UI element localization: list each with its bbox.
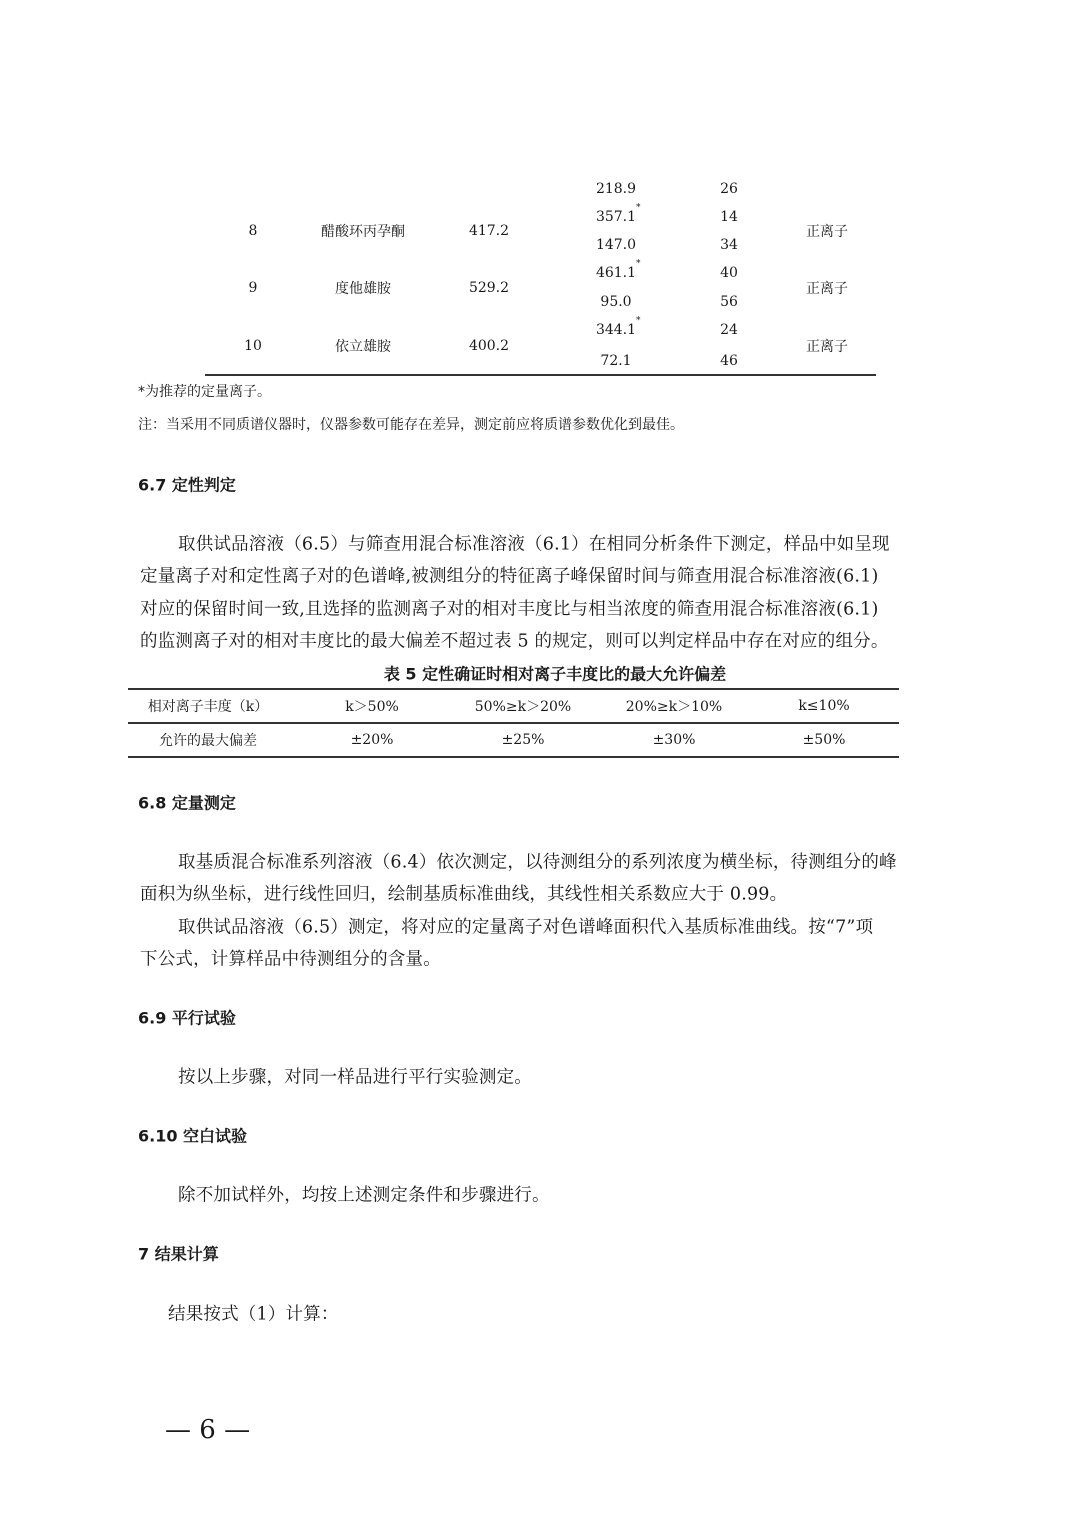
table-cell-mode: 正离子 bbox=[806, 338, 848, 355]
page-number: — 6 — bbox=[165, 1415, 251, 1445]
section-heading-7: 7 结果计算 bbox=[138, 1244, 219, 1264]
table5-cell: ±25% bbox=[501, 732, 545, 748]
table-cell-ion: 344.1 bbox=[595, 322, 637, 338]
table-cell-mass: 529.2 bbox=[468, 279, 510, 296]
table5-header-rule bbox=[128, 722, 899, 724]
paragraph-line: 面积为纵坐标，进行线性回归，绘制基质标准曲线，其线性相关系数应大于 0.99。 bbox=[140, 884, 788, 905]
paragraph-line: 的监测离子对的相对丰度比的最大偏差不超过表 5 的规定，则可以判定样品中存在对应的组分。 bbox=[140, 631, 889, 652]
table-cell-mass: 400.2 bbox=[468, 337, 510, 354]
table-cell-ce: 46 bbox=[720, 353, 738, 369]
table5-cell: 允许的最大偏差 bbox=[159, 733, 257, 749]
paragraph-line: 取供试品溶液（6.5）与筛查用混合标准溶液（6.1）在相同分析条件下测定，样品中如呈现 bbox=[178, 534, 890, 555]
table-cell-ion: 357.1 bbox=[595, 209, 637, 225]
section-heading-6-7: 6.7 定性判定 bbox=[138, 475, 236, 495]
table-cell-ion: 218.9 bbox=[595, 181, 637, 197]
table5-cell: ±30% bbox=[652, 732, 696, 748]
paragraph-line: 定量离子对和定性离子对的色谱峰,被测组分的特征离子峰保留时间与筛查用混合标准溶液(6.1) bbox=[140, 566, 879, 587]
section-heading-6-8: 6.8 定量测定 bbox=[138, 793, 236, 813]
paragraph-line: 按以上步骤，对同一样品进行平行实验测定。 bbox=[178, 1067, 532, 1088]
paragraph-line: 对应的保留时间一致,且选择的监测离子对的相对丰度比与相当浓度的筛查用混合标准溶液(6.1) bbox=[140, 599, 879, 620]
table-cell-mode: 正离子 bbox=[806, 280, 848, 297]
quant-ion-star: * bbox=[636, 203, 641, 213]
table-cell-no: 9 bbox=[248, 279, 258, 296]
table-cell-ce: 26 bbox=[720, 181, 738, 197]
table-cell-no: 8 bbox=[248, 223, 258, 239]
table-cell-name: 依立雄胺 bbox=[335, 338, 391, 355]
table5-header-cell: k≤10% bbox=[798, 698, 850, 714]
table-cell-ce: 56 bbox=[720, 294, 738, 310]
table-cell-ce: 24 bbox=[720, 322, 738, 338]
table-cell-no: 10 bbox=[244, 337, 262, 354]
table-cell-mass: 417.2 bbox=[468, 223, 510, 239]
quant-ion-star: * bbox=[636, 316, 641, 326]
footnote: *为推荐的定量离子。 bbox=[138, 384, 271, 400]
table5-top-rule bbox=[128, 688, 899, 690]
table5-header-cell: 相对离子丰度（k） bbox=[147, 699, 269, 715]
table5-header-cell: 50%≥k＞20% bbox=[474, 699, 572, 715]
table-cell-mode: 正离子 bbox=[806, 224, 848, 240]
table-note: 注：当采用不同质谱仪器时，仪器参数可能存在差异，测定前应将质谱参数优化到最佳。 bbox=[138, 417, 684, 433]
table5-cell: ±50% bbox=[802, 732, 846, 748]
table-cell-ce: 14 bbox=[720, 209, 738, 225]
table-cell-name: 醋酸环丙孕酮 bbox=[321, 224, 405, 240]
table-cell-ce: 40 bbox=[720, 265, 738, 281]
paragraph-line: 取供试品溶液（6.5）测定，将对应的定量离子对色谱峰面积代入基质标准曲线。按“7”项 bbox=[178, 917, 874, 938]
table5-bottom-rule bbox=[128, 756, 899, 758]
table5-cell: ±20% bbox=[350, 732, 394, 748]
table-cell-ce: 34 bbox=[720, 237, 738, 253]
paragraph-line: 结果按式（1）计算： bbox=[168, 1304, 339, 1325]
table-cell-name: 度他雄胺 bbox=[335, 280, 391, 297]
paragraph-line: 下公式，计算样品中待测组分的含量。 bbox=[140, 949, 441, 970]
section-heading-6-10: 6.10 空白试验 bbox=[138, 1126, 248, 1146]
table-cell-ion: 147.0 bbox=[595, 237, 637, 253]
table-cell-ion: 95.0 bbox=[600, 294, 632, 310]
table5-header-cell: 20%≥k＞10% bbox=[625, 699, 723, 715]
quant-ion-star: * bbox=[636, 259, 641, 269]
table5-caption: 表 5 定性确证时相对离子丰度比的最大允许偏差 bbox=[383, 664, 727, 684]
table-cell-ion: 72.1 bbox=[600, 353, 632, 369]
paragraph-line: 除不加试样外，均按上述测定条件和步骤进行。 bbox=[178, 1185, 550, 1206]
section-heading-6-9: 6.9 平行试验 bbox=[138, 1008, 236, 1028]
table-cell-ion: 461.1 bbox=[595, 265, 637, 281]
paragraph-line: 取基质混合标准系列溶液（6.4）依次测定，以待测组分的系列浓度为横坐标，待测组分的峰 bbox=[178, 852, 897, 873]
table4-bottom-rule bbox=[205, 374, 876, 376]
table5-header-cell: k＞50% bbox=[345, 699, 399, 715]
